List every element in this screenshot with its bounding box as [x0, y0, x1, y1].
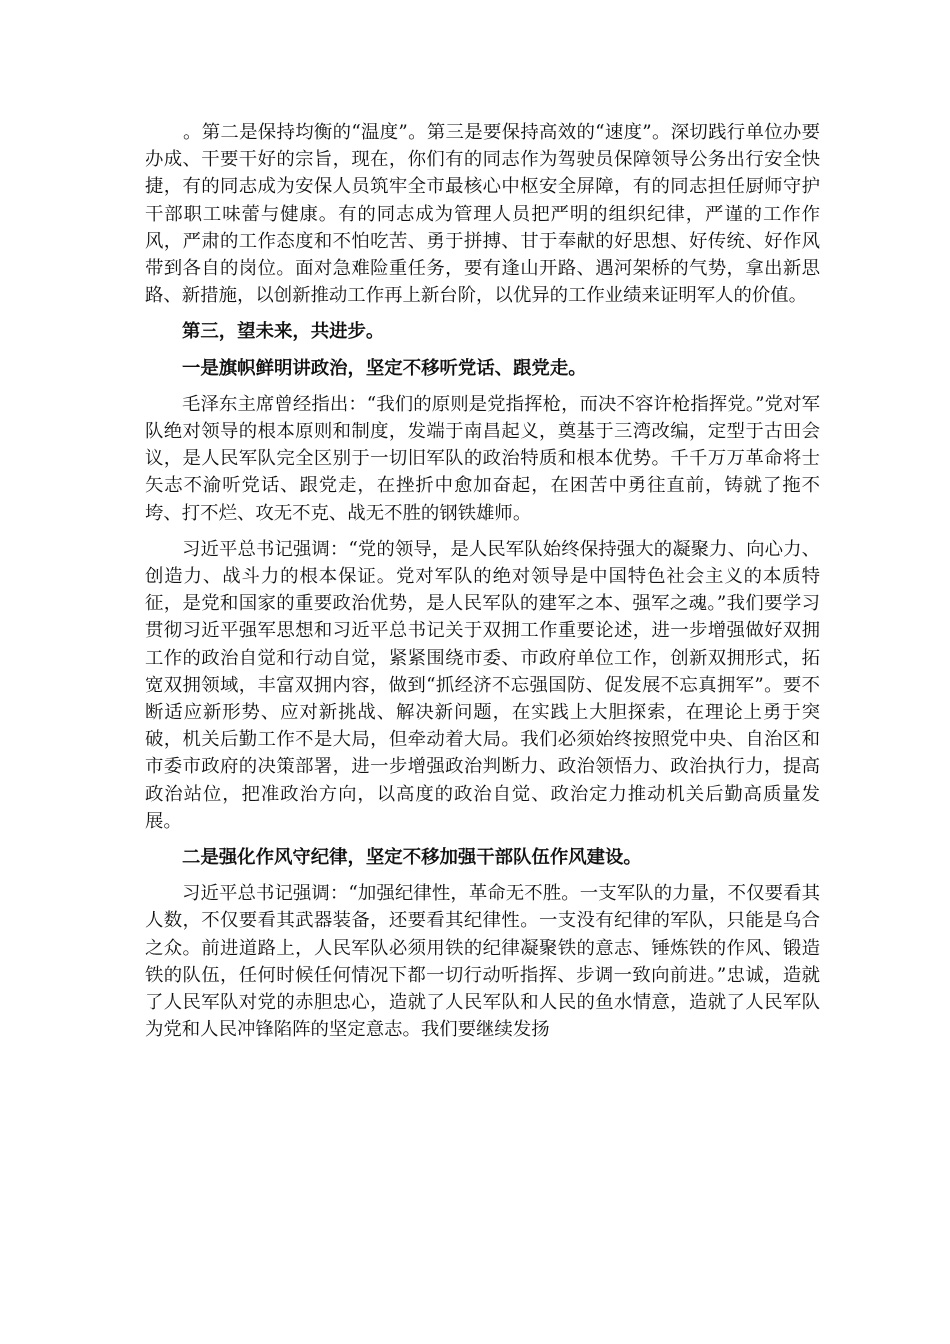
paragraph-xi-discipline: 习近平总书记强调：“加强纪律性，革命无不胜。一支军队的力量，不仅要看其人数，不仅要看其武器装备，还要看其纪律性。一支没有纪律的军队，只能是乌合之众。前进道路上，人民军队必须用铁的纪律凝聚铁的意志、锤炼铁的作风、锻造铁的队伍，任何时候任何情况下都一切行动听指挥、步调一致向前进。”忠诚，造就了人民军队对党的赤胆忠心，造就了人民军队和人民的鱼水情意，造就了人民军队为党和人民冲锋陷阵的坚定意志。我们要继续发扬: [145, 883, 820, 1041]
document-body: [145, 119, 820, 1053]
paragraph-1: 。第二是保持均衡的“温度”。第三是要保持高效的“速度”。深切践行单位办要办成、干要干好的宗旨，现在，你们有的同志作为驾驶员保障领导公务出行安全快捷，有的同志成为安保人员筑牢全市最核心中枢安全屏障，有的同志担任厨师守护干部职工味蕾与健康。有的同志成为管理人员把严明的组织纪律，严谨的工作作风，严肃的工作态度和不怕吃苦、勇于拼搏、甘于奉献的好思想、好传统、好作风带到各自的岗位。面对急难险重任务，要有逢山开路、遇河架桥的气势，拿出新思路、新措施，以创新推动工作再上新台阶，以优异的工作业绩来证明军人的价值。: [145, 122, 820, 307]
paragraph-xi-leadership: 习近平总书记强调：“党的领导，是人民军队始终保持强大的凝聚力、向心力、创造力、战斗力的根本保证。党对军队的绝对领导是中国特色社会主义的本质特征，是党和国家的重要政治优势，是人民军队的建军之本、强军之魂。”我们要学习贯彻习近平强军思想和习近平总书记关于双拥工作重要论述，进一步增强做好双拥工作的政治自觉和行动自觉，紧紧围绕市委、市政府单位工作，创新双拥形式，拓宽双拥领域，丰富双拥内容，做到“抓经济不忘强国防、促发展不忘真拥军”。要不断适应新形势、应对新挑战、解决新问题，在实践上大胆探索，在理论上勇于突破，机关后勤工作不是大局，但牵动着大局。我们必须始终按照党中央、自治区和市委市政府的决策部署，进一步增强政治判断力、政治领悟力、政治执行力，提高政治站位，把准政治方向，以高度的政治自觉、政治定力推动机关后勤高质量发展。: [145, 538, 820, 832]
subheading-politics: 一是旗帜鲜明讲政治，坚定不移听党话、跟党走。: [182, 357, 587, 379]
subheading-discipline: 二是强化作风守纪律，坚定不移加强干部队伍作风建设。: [182, 847, 642, 869]
paragraph-mao-quote: 毛泽东主席曾经指出：“我们的原则是党指挥枪，而决不容许枪指挥党。”党对军队绝对领导的根本原则和制度，发端于南昌起义，奠基于三湾改编，定型于古田会议，是人民军队完全区别于一切旧军队的政治特质和根本优势。千千万万革命将士矢志不渝听党话、跟党走，在挫折中愈加奋起，在困苦中勇往直前，铸就了拖不垮、打不烂、攻无不克、战无不胜的钢铁雄师。: [145, 393, 820, 524]
section-heading-3: 第三，望未来，共进步。: [182, 321, 385, 343]
